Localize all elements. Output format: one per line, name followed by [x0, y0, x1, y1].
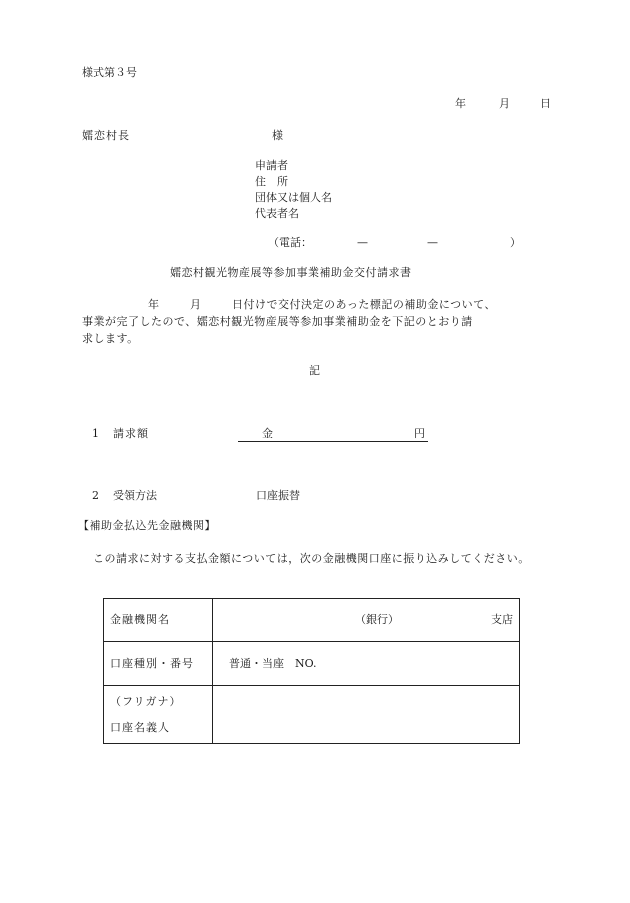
bank-table: [103, 598, 520, 744]
item-2-value: 口座振替: [256, 489, 300, 502]
date-month: 月: [499, 97, 510, 110]
branch-suffix: 支店: [491, 613, 513, 626]
holder-label-cell: [104, 686, 213, 744]
bank-row-holder: [104, 686, 520, 744]
bank-row-institution: [104, 599, 520, 642]
bank-name-cell: [213, 599, 520, 642]
amount-en: 円: [414, 427, 425, 440]
holder-value: [213, 686, 520, 744]
phone-close: ）: [510, 236, 521, 249]
applicant-label: 申請者: [255, 159, 288, 172]
ki-heading: 記: [309, 364, 320, 377]
phone-dash-1: —: [357, 236, 368, 249]
account-type-value: 普通・当座 NO.: [213, 642, 520, 686]
date-day: 日: [540, 97, 551, 110]
applicant-address: 住 所: [255, 175, 288, 188]
item-2-label: 受領方法: [113, 489, 157, 502]
form-number: 様式第３号: [82, 66, 137, 79]
bank-name-label: 金融機関名: [104, 599, 213, 642]
body-line-2: 事業が完了したので、嬬恋村観光物産展等参加事業補助金を下記のとおり請: [82, 315, 473, 328]
amount-kin: 金: [262, 427, 273, 440]
body-line-3: 求します。: [82, 332, 139, 345]
item-1-label: 請求額: [113, 427, 149, 440]
document-title: 嬬恋村観光物産展等参加事業補助金交付請求書: [170, 266, 412, 279]
addressee: 嬬恋村長: [82, 129, 130, 142]
account-type-label: 口座種別・番号: [104, 642, 213, 686]
bank-row-account: [104, 642, 520, 686]
furigana-label: （フリガナ）: [110, 694, 182, 708]
date-year: 年: [455, 97, 466, 110]
body-year: 年: [148, 298, 159, 311]
bank-section-title: 【補助金払込先金融機関】: [78, 519, 216, 532]
body-month: 月: [190, 298, 201, 311]
phone-dash-2: —: [427, 236, 438, 249]
phone-open: （電話：: [268, 236, 312, 249]
honorific: 様: [272, 129, 283, 142]
applicant-group: 団体又は個人名: [255, 191, 332, 204]
bank-suffix: （銀行）: [355, 613, 399, 626]
body-text: 日付けで交付決定のあった標記の補助金について、: [232, 298, 496, 311]
bank-note: この請求に対する支払金額については，次の金融機関口座に振り込みしてください。: [93, 552, 530, 565]
item-1-number: 1: [92, 427, 99, 440]
holder-label: 口座名義人: [110, 720, 170, 734]
item-2-number: 2: [92, 489, 99, 502]
applicant-representative: 代表者名: [255, 207, 299, 220]
